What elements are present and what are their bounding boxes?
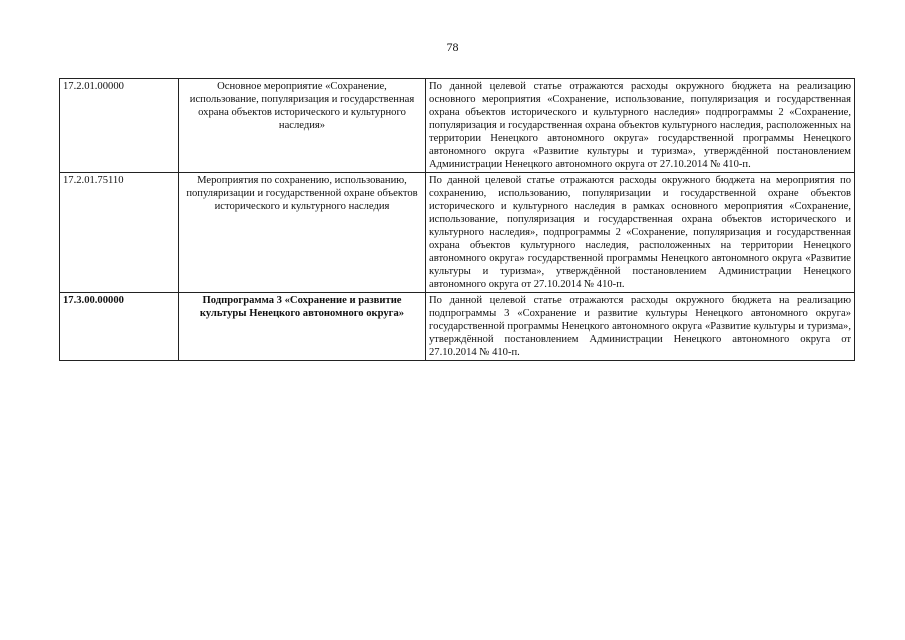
page-number: 78 [446, 40, 459, 54]
target-article-description: По данной целевой статье отражаются расходы окружного бюджета на реализацию основного мероприятия «Сохранение, использование, популяризация и государственная охрана объектов исторического и культурного наследия» подпрограммы 2 «Сохранение, популяризация и государственная охрана объектов культурного наследия, расположенных на территории Ненецкого автономного округа» государственной программы Ненецкого автономного округа «Развитие культуры и туризма», утверждённой постановлением Администрации Ненецкого автономного округа от 27.10.2014 № 410-п. [426, 79, 855, 173]
target-article-description: По данной целевой статье отражаются расходы окружного бюджета на реализацию подпрограммы 3 «Сохранение и развитие культуры Ненецкого автономного округа» государственной программы Ненецкого автономного округа «Развитие культуры и туризма», утверждённой постановлением Администрации Ненецкого автономного округа от 27.10.2014 № 410-п. [426, 293, 855, 361]
target-article-description: По данной целевой статье отражаются расходы окружного бюджета на мероприятия по сохранению, использованию, популяризации и государственной охране объектов исторического и культурного наследия в рамках основного мероприятия «Сохранение, использование, популяризация и государственная охрана объектов исторического и культурного наследия», подпрограммы 2 «Сохранение, популяризация и государственная охрана объектов культурного наследия, расположенных на территории Ненецкого автономного округа» государственной программы Ненецкого автономного округа «Развитие культуры и туризма», утверждённой постановлением Администрации Ненецкого автономного округа от 27.10.2014 № 410-п. [426, 173, 855, 293]
budget-classification-table [59, 78, 855, 361]
target-article-name: Основное мероприятие «Сохранение, использование, популяризация и государственная охрана объектов исторического и культурного наследия» [179, 79, 426, 173]
table-row [60, 293, 855, 361]
table-row [60, 79, 855, 173]
target-article-name: Мероприятия по сохранению, использованию, популяризации и государственной охране объектов исторического и культурного наследия [179, 173, 426, 293]
target-article-code: 17.2.01.75110 [60, 173, 179, 293]
table-row [60, 173, 855, 293]
target-article-name: Подпрограмма 3 «Сохранение и развитие культуры Ненецкого автономного округа» [179, 293, 426, 361]
target-article-code: 17.2.01.00000 [60, 79, 179, 173]
target-article-code: 17.3.00.00000 [60, 293, 179, 361]
